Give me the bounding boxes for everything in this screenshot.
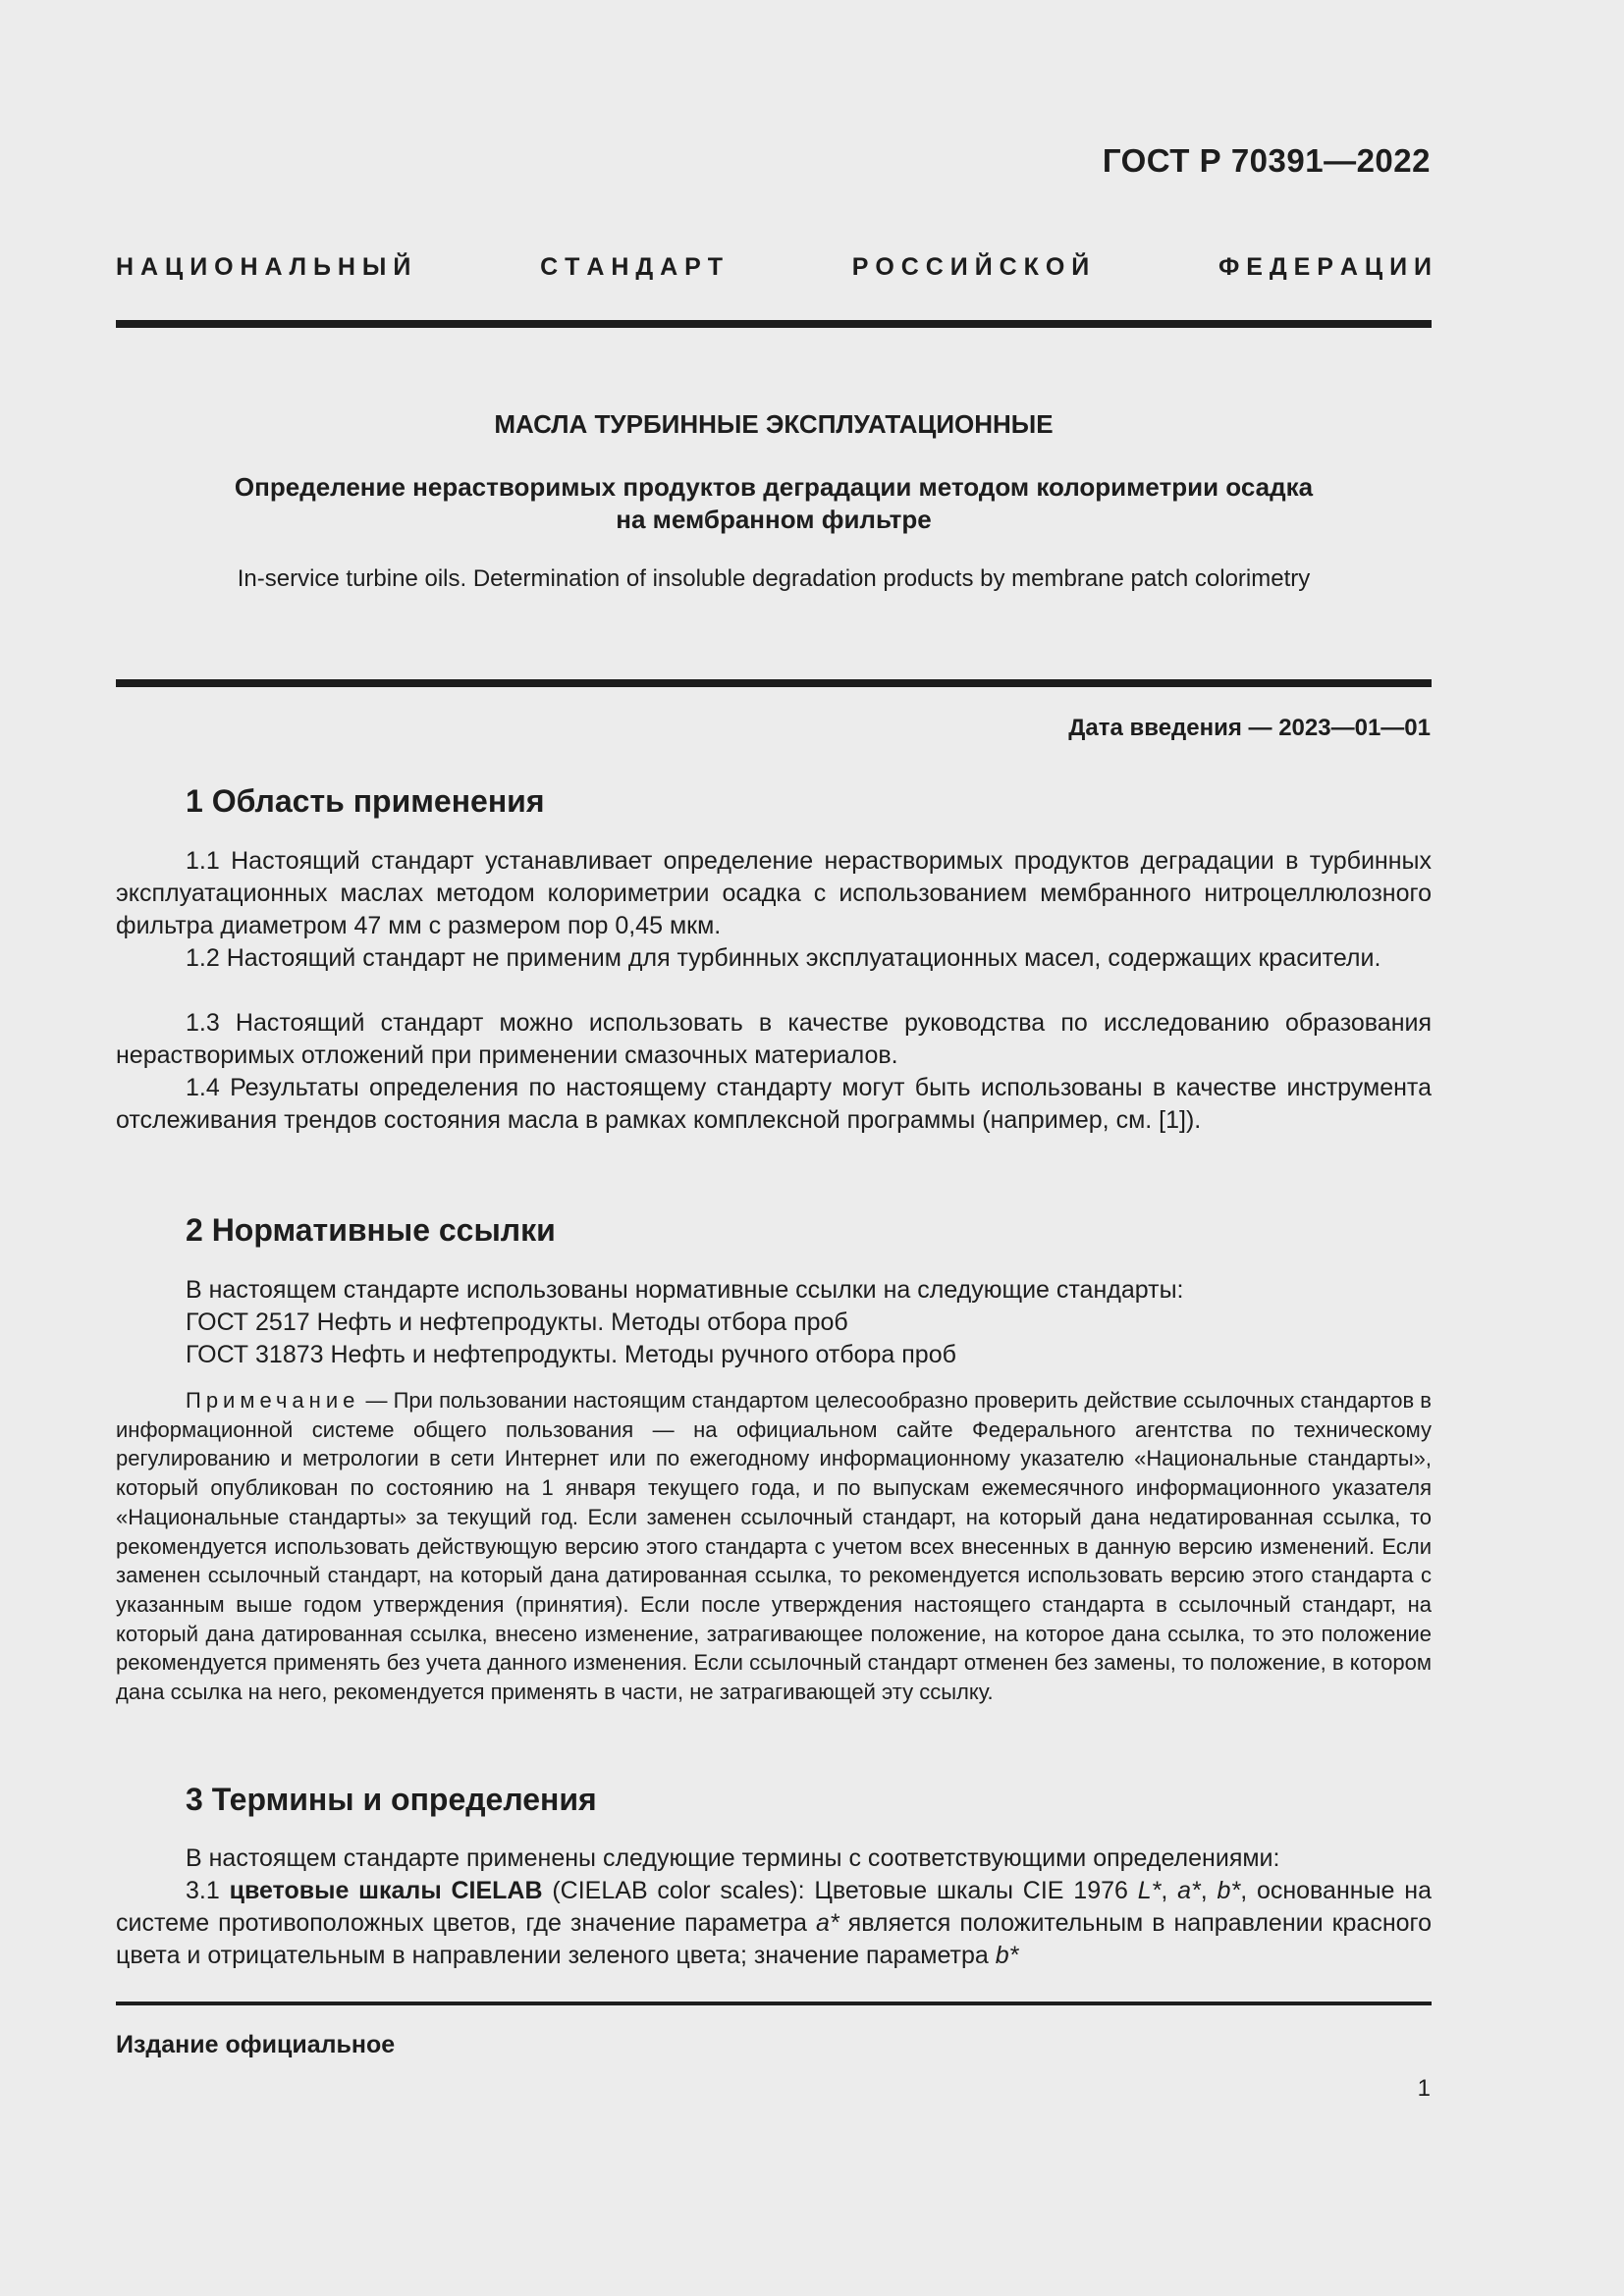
- english-title: In-service turbine oils. Determination of insoluble degradation products by membrane patch colorimetry: [237, 565, 1311, 592]
- section-2-heading: 2 Нормативные ссылки: [186, 1212, 556, 1248]
- terms-intro: В настоящем стандарте применены следующие термины с соответствующими определениями:: [186, 1844, 1280, 1872]
- references-note: [116, 1386, 1432, 1707]
- reference-gost-2517: ГОСТ 2517 Нефть и нефтепродукты. Методы отбора проб: [186, 1308, 848, 1336]
- subtitle-line-1: Определение нерастворимых продуктов деградации методом колориметрии осадка: [234, 472, 1314, 502]
- term-a-star-2: a*: [815, 1909, 839, 1937]
- section-1-heading: 1 Область применения: [186, 783, 545, 819]
- title-rule: [116, 679, 1432, 687]
- term-text-2: , основанные на системе противоположных цветов, где значение параметра: [116, 1877, 1432, 1937]
- document-title: МАСЛА ТУРБИННЫЕ ЭКСПЛУАТАЦИОННЫЕ: [494, 409, 1054, 439]
- national-word-3: Р О С С И Й С К О Й: [851, 253, 1090, 281]
- introduction-date: Дата введения — 2023—01—01: [1068, 715, 1431, 741]
- term-number: 3.1: [186, 1877, 230, 1904]
- term-b-star-2: b*: [995, 1942, 1019, 1969]
- term-l-star: L*: [1137, 1877, 1162, 1904]
- national-standard-heading: [116, 253, 1432, 282]
- term-name: цветовые шкалы CIELAB: [229, 1877, 543, 1904]
- paragraph-1-3: 1.3 Настоящий стандарт можно использовать в качестве руководства по исследованию образования нерастворимых отложений при применении смазочных материалов.: [116, 1009, 1432, 1069]
- document-subtitle: [116, 471, 1432, 536]
- reference-gost-31873: ГОСТ 31873 Нефть и нефтепродукты. Методы ручного отбора проб: [186, 1341, 956, 1368]
- national-word-2: С Т А Н Д А Р Т: [540, 253, 723, 281]
- term-sep-2: ,: [1200, 1877, 1218, 1904]
- section-3-heading: 3 Термины и определения: [186, 1782, 597, 1817]
- term-text-1: (CIELAB color scales): Цветовые шкалы CIE 1976: [542, 1877, 1138, 1904]
- term-3-1: [116, 1875, 1432, 1972]
- paragraph-1-4: 1.4 Результаты определения по настоящему стандарту могут быть использованы в качестве инструмента отслеживания трендов состояния масла в рамках комплексной программы (например, см. [1]).: [116, 1074, 1432, 1134]
- header-rule: [116, 320, 1432, 328]
- paragraph-1-2: 1.2 Настоящий стандарт не применим для турбинных эксплуатационных масел, содержащих красители.: [186, 944, 1381, 972]
- term-a-star: a*: [1177, 1877, 1201, 1904]
- paragraph-1-1: 1.1 Настоящий стандарт устанавливает определение нерастворимых продуктов деградации в турбинных эксплуатационных маслах методом колориметрии осадка с использованием мембранного нитроцеллюлозного фильтра диаметром 47 мм с размером пор 0,45 мкм.: [116, 847, 1432, 939]
- gost-number: ГОСТ Р 70391—2022: [1102, 142, 1431, 179]
- term-sep-1: ,: [1161, 1877, 1178, 1904]
- subtitle-line-2: на мембранном фильтре: [616, 505, 932, 534]
- national-word-1: Н А Ц И О Н А Л Ь Н Ы Й: [116, 253, 411, 281]
- term-text-3: является положительным в направлении красного цвета и отрицательным в направлении зеленого цвета; значение параметра: [116, 1909, 1433, 1969]
- national-word-4: Ф Е Д Е Р А Ц И И: [1218, 253, 1432, 281]
- official-edition-label: Издание официальное: [116, 2031, 396, 2058]
- page-number: 1: [1417, 2075, 1431, 2102]
- references-intro: В настоящем стандарте использованы нормативные ссылки на следующие стандарты:: [186, 1276, 1184, 1304]
- term-b-star: b*: [1217, 1877, 1241, 1904]
- note-label: Примечание: [186, 1388, 360, 1413]
- note-text: — При пользовании настоящим стандартом целесообразно проверить действие ссылочных стандартов в информационной системе общего пользования — на официальном сайте Федерального агентства по техническому регулированию и метрологии в сети Интернет или по ежегодному информационному указателю «Национальные стандарты», который опубликован по состоянию на 1 января текущего года, и по выпускам ежемесячного информационного указателя «Национальные стандарты» за текущий год. Если заменен ссылочный стандарт, на который дана недатированная ссылка, то рекомендуется использовать действующую версию этого стандарта с учетом всех внесенных в данную версию изменений. Если заменен ссылочный стандарт, на который дана датированная ссылка, то рекомендуется использовать версию этого стандарта с указанным выше годом утверждения (принятия). Если после утверждения настоящего стандарта в ссылочный стандарт, на который дана датированная ссылка, внесено изменение, затрагивающее положение, на которое дана ссылка, то это положение рекомендуется применять без учета данного изменения. Если ссылочный стандарт отменен без замены, то положение, в котором дана ссылка на него, рекомендуется применять в части, не затрагивающей эту ссылку.: [116, 1388, 1432, 1705]
- footer-rule: [116, 2002, 1432, 2005]
